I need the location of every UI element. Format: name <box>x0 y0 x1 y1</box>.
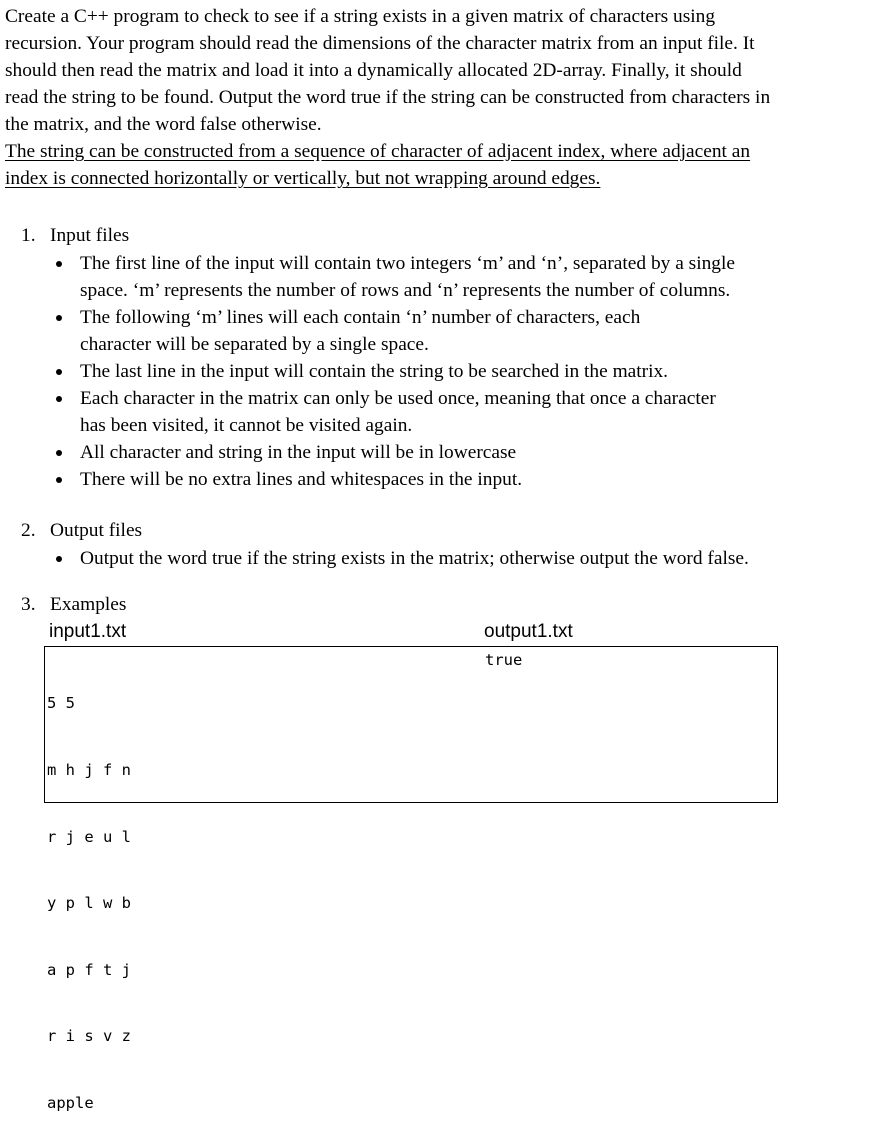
input-line: r j e u l <box>47 827 131 846</box>
bullet-text: The following ‘m’ lines will each contain ‘n’ number of characters, each <box>80 307 641 328</box>
section-number: 1. <box>21 225 36 246</box>
intro-underlined-line: The string can be constructed from a sequence of character of adjacent index, where adjacent an <box>5 141 751 162</box>
bullet-icon <box>56 396 62 402</box>
bullet-text: Each character in the matrix can only be used once, meaning that once a character <box>80 388 716 409</box>
output-files-bullet-list <box>49 545 849 572</box>
list-item <box>49 439 849 466</box>
list-item <box>49 304 849 358</box>
section-number: 3. <box>21 594 36 615</box>
bullet-text: There will be no extra lines and whitespaces in the input. <box>80 469 523 490</box>
output-file-content: true <box>485 651 523 669</box>
output-file-label: output1.txt <box>484 621 573 642</box>
section-input-files-heading <box>21 222 129 249</box>
input-line: m h j f n <box>47 761 131 779</box>
intro-line: read the string to be found. Output the word true if the string can be constructed from characters in <box>5 87 771 108</box>
intro-line: Create a C++ program to check to see if a string exists in a given matrix of characters using <box>5 6 716 27</box>
section-title: Examples <box>50 594 127 615</box>
example-box <box>44 646 778 803</box>
list-item <box>49 466 849 493</box>
intro-underlined-line: index is connected horizontally or vertically, but not wrapping around edges. <box>5 168 601 189</box>
bullet-text: All character and string in the input will be in lowercase <box>80 442 517 463</box>
intro-line: recursion. Your program should read the dimensions of the character matrix from an input file. It <box>5 33 755 54</box>
bullet-text: The first line of the input will contain two integers ‘m’ and ‘n’, separated by a single <box>80 253 735 274</box>
bullet-icon <box>56 477 62 483</box>
bullet-text: space. ‘m’ represents the number of rows and ‘n’ represents the number of columns. <box>80 280 731 301</box>
intro-line: should then read the matrix and load it into a dynamically allocated 2D-array. Finally, it should <box>5 60 742 81</box>
section-title: Output files <box>50 520 143 541</box>
list-item <box>49 250 849 304</box>
intro-paragraph <box>5 3 865 192</box>
bullet-text: has been visited, it cannot be visited again. <box>80 415 413 436</box>
bullet-icon <box>56 450 62 456</box>
bullet-text: The last line in the input will contain the string to be searched in the matrix. <box>80 361 669 382</box>
list-item <box>49 358 849 385</box>
list-item <box>49 545 849 572</box>
section-title: Input files <box>50 225 130 246</box>
input-files-bullet-list <box>49 250 849 493</box>
section-examples-heading <box>21 591 126 618</box>
input-line: apple <box>47 1093 94 1112</box>
bullet-icon <box>56 261 62 267</box>
input-line: a p f t j <box>47 960 131 979</box>
bullet-icon <box>56 315 62 321</box>
section-output-files-heading <box>21 517 142 544</box>
bullet-icon <box>56 369 62 375</box>
section-number: 2. <box>21 520 36 541</box>
bullet-text: Output the word true if the string exists in the matrix; otherwise output the word false. <box>80 548 749 569</box>
list-item <box>49 385 849 439</box>
intro-line: the matrix, and the word false otherwise. <box>5 114 322 135</box>
input-file-label: input1.txt <box>49 621 127 642</box>
input-file-content <box>47 648 131 1136</box>
input-line: 5 5 <box>47 694 75 713</box>
input-line: r i s v z <box>47 1027 131 1046</box>
bullet-icon <box>56 556 62 562</box>
bullet-text: character will be separated by a single space. <box>80 334 429 355</box>
input-line: y p l w b <box>47 894 131 913</box>
